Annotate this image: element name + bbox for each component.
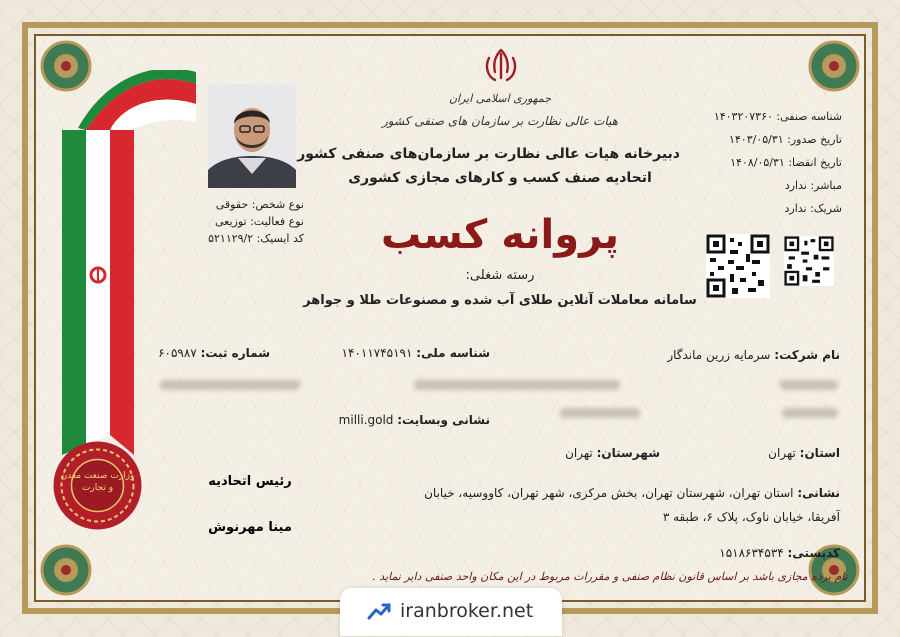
website-value[interactable]: milli.gold xyxy=(338,413,394,427)
postal-row xyxy=(719,546,840,560)
applicant-photo xyxy=(208,84,296,188)
category-value: سامانه معاملات آنلاین طلای آب شده و مصنوعات طلا و جواهر xyxy=(303,293,697,308)
website-row xyxy=(339,413,490,427)
issue-date: تاریخ صدور: ۱۴۰۳/۰۵/۳۱ xyxy=(728,133,842,146)
license-title: پروانه کسب xyxy=(381,212,619,258)
company-name-value: سرمایه زرین ماندگار xyxy=(667,348,771,362)
redacted-field xyxy=(782,408,838,418)
registration-row xyxy=(158,346,270,360)
qr-code-icon xyxy=(784,236,834,286)
activity-type: نوع فعالیت: توزیعی xyxy=(215,215,304,228)
signature-name: مینا مهرنوش xyxy=(208,520,292,535)
guild-id: شناسه صنفی: ۱۴۰۳۲۰۷۳۶۰ xyxy=(713,110,842,123)
address-line1: استان تهران، شهرستان تهران، بخش مرکزی، شهر تهران، کاووسیه، خیابان xyxy=(424,486,794,500)
city-value: تهران xyxy=(565,446,593,460)
isic-code: کد ایسیک: ۵۲۱۱۲۹/۲ xyxy=(208,232,304,245)
registration-label: شماره ثبت: xyxy=(200,346,270,360)
address-line2: آفریقا، خیابان ناوک، پلاک ۶، طبقه ۳ xyxy=(662,510,840,524)
republic-text: جمهوری اسلامی ایران xyxy=(448,92,552,105)
province-row xyxy=(768,446,840,460)
watermark-badge xyxy=(340,588,562,636)
flag-ribbon-icon xyxy=(56,70,206,455)
website-label: نشانی وبسایت: xyxy=(397,413,490,427)
registration-value: ۶۰۵۹۸۷ xyxy=(158,346,197,360)
iran-emblem-icon xyxy=(481,46,521,86)
city-label: شهرستان: xyxy=(596,446,660,460)
seal-text: وزارت صنعت معدن و تجارت xyxy=(60,471,135,493)
watermark-text: iranbroker.net xyxy=(400,600,534,622)
national-id-value: ۱۴۰۱۱۷۴۵۱۹۱ xyxy=(341,346,413,360)
city-row xyxy=(565,446,660,460)
board-calligraphy: هیات عالی نظارت بر سازمان های صنفی کشور xyxy=(381,114,619,128)
company-name-row xyxy=(667,348,840,362)
national-id-row xyxy=(342,346,490,360)
company-name-label: نام شرکت: xyxy=(774,348,840,362)
trend-logo-icon xyxy=(366,600,392,624)
postal-label: کدپستی: xyxy=(787,546,840,560)
national-id-label: شناسه ملی: xyxy=(416,346,490,360)
footer-note: نام برده مجازی باشد بر اساس قانون نظام صنفی و مقررات مربوط در این مکان واحد صنفی دایر نماید . xyxy=(372,570,848,583)
corner-ornament-icon xyxy=(36,540,96,600)
redacted-field xyxy=(780,380,838,390)
qr-code-icon xyxy=(706,234,770,298)
category-label: رسته شغلی: xyxy=(465,268,535,283)
province-label: استان: xyxy=(799,446,840,460)
person-type: نوع شخص: حقوقی xyxy=(215,198,304,211)
expiry-date: تاریخ انقضا: ۱۴۰۸/۰۵/۳۱ xyxy=(730,156,842,169)
operator: مباشر: ندارد xyxy=(784,179,842,192)
redacted-field xyxy=(160,380,300,390)
corner-ornament-icon xyxy=(804,36,864,96)
union-title: اتحادیه صنف کسب و کارهای مجازی کشوری xyxy=(348,170,652,186)
signature-role: رئیس اتحادیه xyxy=(208,474,292,489)
province-value: تهران xyxy=(768,446,796,460)
redacted-field xyxy=(414,380,620,390)
redacted-field xyxy=(560,408,640,418)
address-label: نشانی: xyxy=(797,486,840,500)
address-row xyxy=(424,486,840,500)
postal-value: ۱۵۱۸۶۳۴۵۳۴ xyxy=(719,546,784,560)
secretariat-title: دبیرخانه هیات عالی نظارت بر سازمان‌های صنفی کشور xyxy=(297,146,680,162)
partner: شریک: ندارد xyxy=(784,202,842,215)
